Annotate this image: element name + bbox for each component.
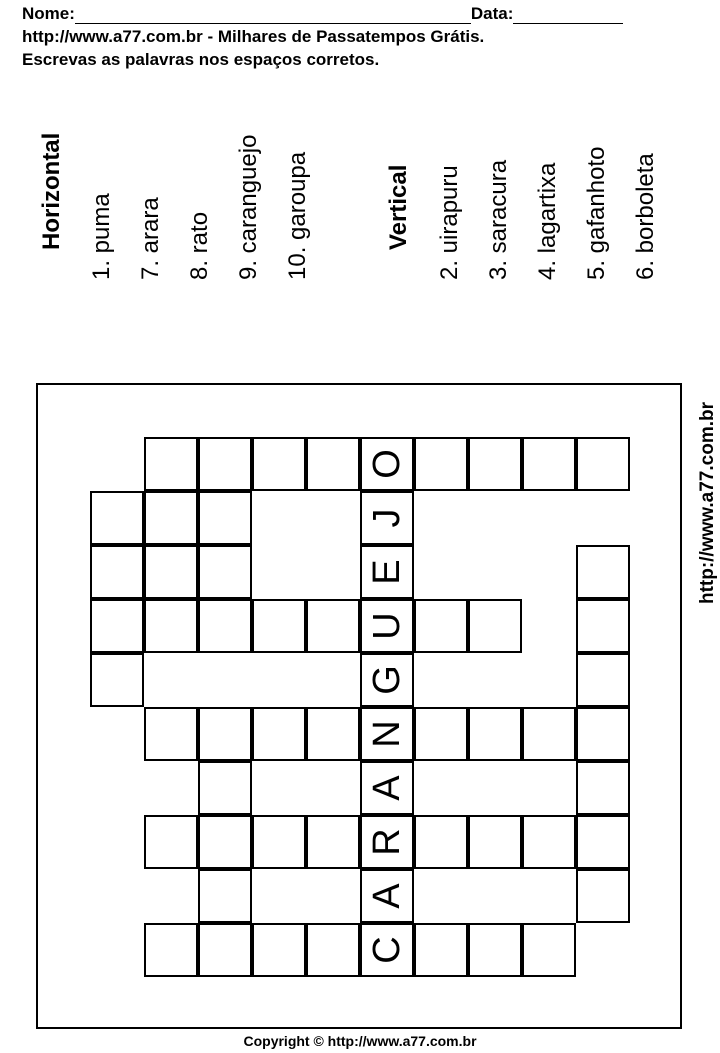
date-field-line[interactable] [513,8,623,24]
horizontal-clue-9: 9. caranguejo [235,134,262,280]
grid-cell[interactable] [198,491,252,545]
grid-cell[interactable] [306,923,360,977]
grid-cell[interactable] [522,815,576,869]
grid-cell[interactable] [414,707,468,761]
grid-cell[interactable] [144,923,198,977]
grid-cell[interactable] [198,545,252,599]
filled-letter: G [366,665,408,695]
grid-cell[interactable] [252,707,306,761]
vertical-clue-5: 5. gafanhoto [583,146,610,280]
copyright: Copyright © http://www.a77.com.br [243,1033,477,1049]
filled-letter: A [366,883,408,909]
name-label-row [22,4,623,24]
side-url: http://www.a77.com.br [697,402,718,604]
grid-cell[interactable] [468,815,522,869]
grid-cell[interactable] [522,437,576,491]
grid-cell[interactable] [522,707,576,761]
grid-cell[interactable] [576,545,630,599]
grid-cell[interactable] [198,707,252,761]
grid-cell[interactable] [468,707,522,761]
grid-cell[interactable] [468,923,522,977]
filled-letter: E [366,559,408,585]
horizontal-clue-1: 1. puma [88,193,115,280]
grid-cell[interactable] [468,599,522,653]
horizontal-clue-10: 10. garoupa [284,151,311,280]
filled-letter: R [366,828,408,856]
grid-cell[interactable] [306,599,360,653]
horizontal-title: Horizontal [38,132,65,250]
grid-cell[interactable] [198,599,252,653]
grid-cell[interactable] [198,815,252,869]
grid-cell[interactable] [198,761,252,815]
puzzle-frame [36,383,682,1029]
grid-cell[interactable] [198,437,252,491]
grid-cell[interactable] [144,437,198,491]
grid-cell[interactable] [306,437,360,491]
vertical-clue-3: 3. saracura [485,159,512,280]
grid-cell[interactable] [252,815,306,869]
grid-cell[interactable] [144,491,198,545]
grid-cell[interactable] [468,437,522,491]
grid-cell[interactable] [414,815,468,869]
site-line: http://www.a77.com.br - Milhares de Passatempos Grátis. [22,27,485,46]
grid-cell[interactable] [576,869,630,923]
grid-cell[interactable] [306,707,360,761]
filled-letter: J [366,508,408,528]
grid-cell[interactable] [576,653,630,707]
grid-cell[interactable] [522,923,576,977]
grid-cell[interactable] [414,599,468,653]
grid-cell[interactable] [252,599,306,653]
instructions: Escrevas as palavras nos espaços corretos. [22,50,380,69]
grid-cell[interactable] [576,815,630,869]
grid-cell[interactable] [414,923,468,977]
horizontal-clue-7: 7. arara [137,197,164,280]
filled-letter: A [366,775,408,801]
grid-cell[interactable] [576,707,630,761]
grid-cell[interactable] [252,923,306,977]
grid-cell[interactable] [198,923,252,977]
vertical-clue-6: 6. borboleta [632,153,659,280]
horizontal-clue-8: 8. rato [186,211,213,280]
vertical-clue-2: 2. uirapuru [436,165,463,280]
grid-cell[interactable] [576,761,630,815]
name-field-line[interactable] [75,8,471,24]
grid-cell[interactable] [576,437,630,491]
filled-letter: C [366,936,408,964]
grid-cell[interactable] [90,653,144,707]
filled-letter: O [366,449,408,479]
grid-cell[interactable] [576,599,630,653]
date-label: Data: [470,4,514,23]
grid-cell[interactable] [144,599,198,653]
grid-cell[interactable] [306,815,360,869]
grid-cell[interactable] [90,491,144,545]
grid-cell[interactable] [90,599,144,653]
grid-cell[interactable] [144,815,198,869]
filled-letter: U [366,612,408,640]
filled-letter: N [366,720,408,748]
grid-cell[interactable] [198,869,252,923]
name-label: Nome: [22,4,75,23]
vertical-title: Vertical [385,164,412,250]
grid-cell[interactable] [144,707,198,761]
grid-cell[interactable] [90,545,144,599]
grid-cell[interactable] [252,437,306,491]
grid-cell[interactable] [414,437,468,491]
grid-cell[interactable] [144,545,198,599]
vertical-clue-4: 4. lagartixa [534,162,561,280]
